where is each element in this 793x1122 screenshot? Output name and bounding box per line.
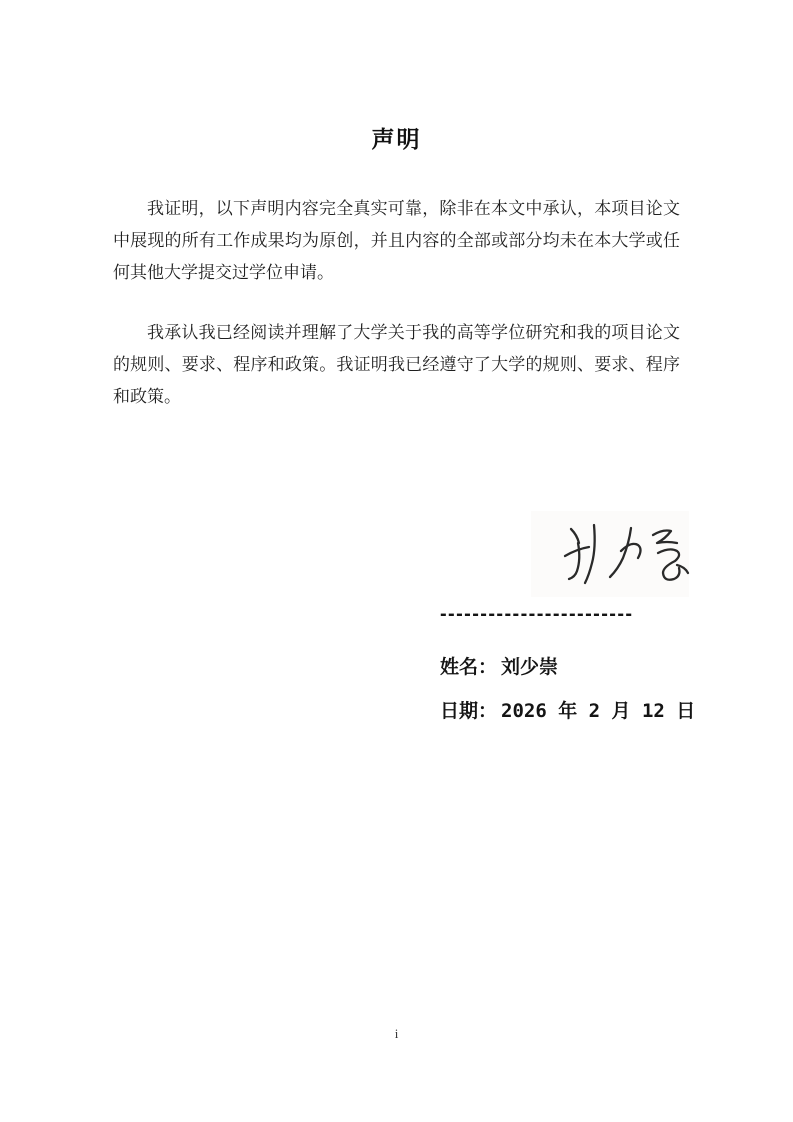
signature-date-row bbox=[440, 696, 695, 723]
date-value: 2026 年 2 月 12 日 bbox=[501, 700, 696, 722]
name-label: 姓名： bbox=[440, 656, 498, 678]
signature-dashed-line: ------------------------ bbox=[440, 603, 634, 625]
declaration-paragraph-2: 我承认我已经阅读并理解了大学关于我的高等学位研究和我的项目论文的规则、要求、程序和政策。我证明我已经遵守了大学的规则、要求、程序和政策。 bbox=[113, 323, 680, 406]
declaration-paragraph-1: 我证明，以下声明内容完全真实可靠，除非在本文中承认，本项目论文中展现的所有工作成果均为原创，并且内容的全部或部分均未在本大学或任何其他大学提交过学位申请。 bbox=[113, 199, 680, 282]
name-value: 刘少崇 bbox=[501, 656, 559, 678]
signature-name-row bbox=[440, 652, 558, 679]
handwritten-signature-image bbox=[525, 503, 695, 603]
page-title: 声明 bbox=[371, 127, 422, 152]
page-number: i bbox=[394, 1026, 399, 1041]
date-label: 日期： bbox=[440, 700, 498, 722]
